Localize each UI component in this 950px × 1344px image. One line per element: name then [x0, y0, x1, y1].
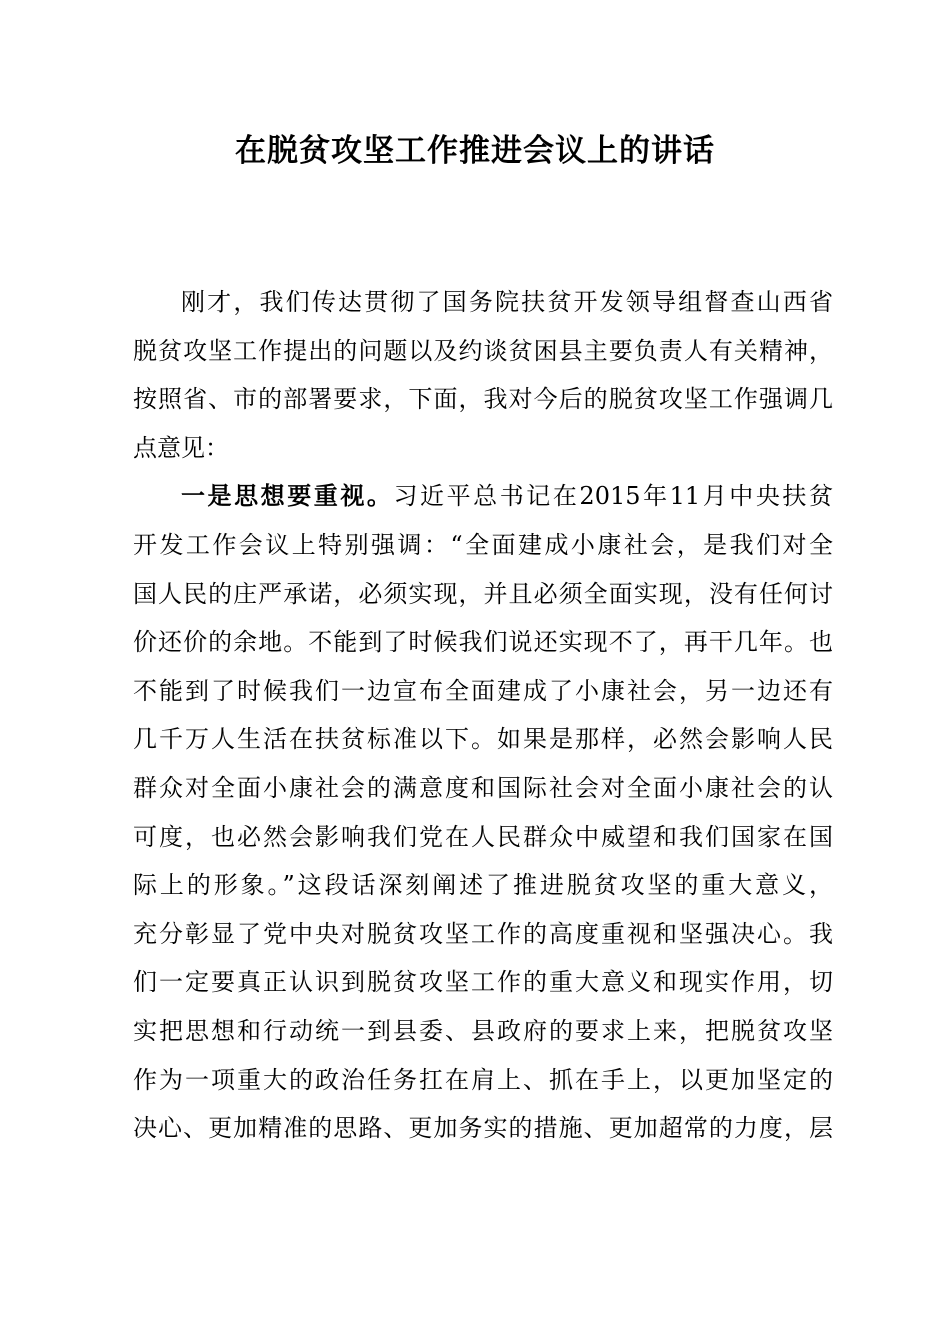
- point-first-line-text: 习近平总书记在2015年11月中央扶贫: [393, 482, 833, 511]
- text-line: 群众对全面小康社会的满意度和国际社会对全面小康社会的认: [133, 773, 833, 802]
- text-line: 决心、更加精准的思路、更加务实的措施、更加超常的力度，层: [133, 1114, 833, 1143]
- text-line: [133, 472, 833, 521]
- paragraph-intro: [133, 278, 833, 472]
- text-line: 实把思想和行动统一到县委、县政府的要求上来，把脱贫攻坚: [133, 1016, 833, 1045]
- text-line: 作为一项重大的政治任务扛在肩上、抓在手上，以更加坚定的: [133, 1065, 833, 1094]
- text-line: 点意见：: [133, 433, 229, 462]
- paragraph-point-one: [133, 472, 833, 1152]
- text-line: 际上的形象。”这段话深刻阐述了推进脱贫攻坚的重大意义，: [133, 871, 833, 900]
- point-heading: 一是思想要重视。: [181, 481, 394, 511]
- text-line: 价还价的余地。不能到了时候我们说还实现不了，再干几年。也: [133, 628, 833, 657]
- text-line: 国人民的庄严承诺，必须实现，并且必须全面实现，没有任何讨: [133, 579, 833, 608]
- document-title: 在脱贫攻坚工作推进会议上的讲话: [235, 133, 715, 169]
- text-line: 脱贫攻坚工作提出的问题以及约谈贫困县主要负责人有关精神，: [133, 336, 833, 365]
- text-line: 充分彰显了党中央对脱贫攻坚工作的高度重视和坚强决心。我: [133, 919, 833, 948]
- text-line: 不能到了时候我们一边宣布全面建成了小康社会，另一边还有: [133, 676, 833, 705]
- document-body: [133, 278, 833, 1153]
- text-line: 们一定要真正认识到脱贫攻坚工作的重大意义和现实作用，切: [133, 968, 833, 997]
- text-line: 按照省、市的部署要求，下面，我对今后的脱贫攻坚工作强调几: [133, 385, 833, 414]
- text-line: 刚才，我们传达贯彻了国务院扶贫开发领导组督查山西省: [181, 288, 833, 316]
- text-line: 几千万人生活在扶贫标准以下。如果是那样，必然会影响人民: [133, 725, 833, 754]
- text-line: 可度，也必然会影响我们党在人民群众中威望和我们国家在国: [133, 822, 833, 851]
- text-line: 开发工作会议上特别强调：“全面建成小康社会，是我们对全: [133, 530, 833, 559]
